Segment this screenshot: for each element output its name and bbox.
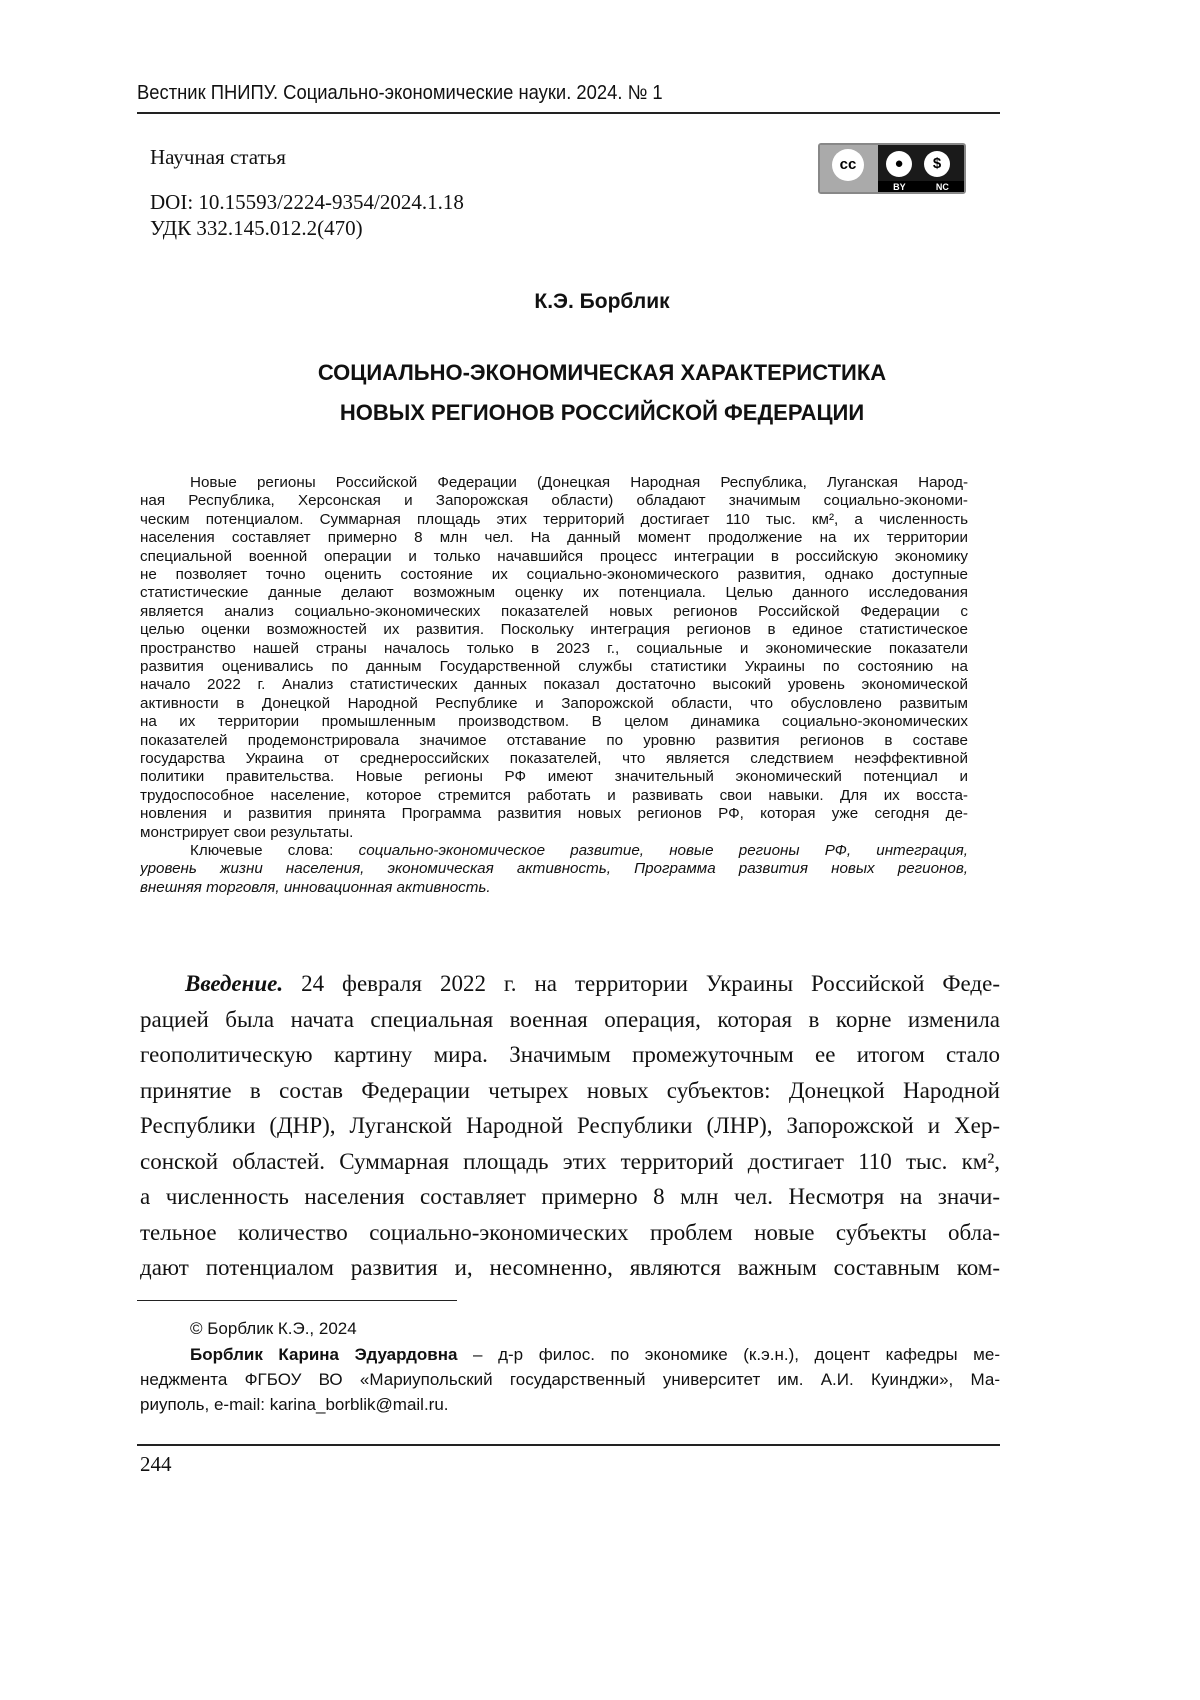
abstract-line: специальной военной операции и только начавшийся процесс интеграции в российскую экономику <box>140 547 968 565</box>
abstract-line: пространство нашей страны началось только в 2023 г., социальные и экономические показатели <box>140 639 968 657</box>
footnote-line <box>140 1342 1000 1367</box>
footnote-text: неджмента ФГБОУ ВО «Мариупольский государственный университет им. А.И. Куинджи», Ма- <box>140 1370 1000 1389</box>
body-line <box>140 1002 1000 1038</box>
abstract-line: развития оценивались по данным Государственной службы статистики Украины по состоянию на <box>140 658 968 675</box>
body-line <box>140 1144 1000 1180</box>
abstract-line: является анализ социально-экономических показателей новых регионов Российской Федерации с <box>140 602 968 620</box>
body-line-text: тельное количество социально-экономических проблем новые субъекты обла- <box>140 1219 1000 1245</box>
footnote-rule <box>137 1300 457 1301</box>
abstract-line: монстрирует свои результаты. <box>140 823 354 841</box>
running-header: Вестник ПНИПУ. Социально-экономические науки. 2024. № 1 <box>137 82 663 104</box>
body-line <box>140 966 1000 1002</box>
body-line-text: рацией была начата специальная военная операция, которая в корне изменила <box>140 1006 1000 1032</box>
abstract-line: начало 2022 г. Анализ статистических данных показал достаточно высокий уровень экономической <box>140 676 968 694</box>
author: К.Э. Борблик <box>534 290 670 313</box>
nc-label: NC <box>935 181 949 192</box>
abstract-line: активности в Донецкой Народной Республике и Запорожской области, что обусловлено развитым <box>140 694 968 712</box>
by-person-icon: ● <box>886 151 912 177</box>
body-line-text: принятие в состав Федерации четырех новых субъектов: Донецкой Народной <box>140 1077 1000 1103</box>
body-line <box>140 1250 1000 1286</box>
footer-rule <box>137 1444 1000 1446</box>
abstract-line: на их территории промышленным производством. В целом динамика социально-экономических <box>140 713 968 731</box>
abstract-line: целью оценки возможностей их развития. Поскольку интеграция регионов в единое статистическое <box>140 621 968 639</box>
header-rule <box>137 112 1000 114</box>
keywords-text: социально-экономическое развитие, новые регионы РФ, интеграция, <box>358 842 968 859</box>
footnote-text: риуполь, e-mail: karina_borblik@mail.ru. <box>140 1395 449 1414</box>
body-line-text: Республики (ДНР), Луганской Народной Республики (ЛНР), Запорожской и Хер- <box>140 1113 1000 1138</box>
body-line-text: 24 февраля 2022 г. на территории Украины Российской Феде- <box>301 971 1000 996</box>
footnote-line <box>140 1367 1000 1392</box>
abstract-line: статистические данные делают возможным оценку их потенциала. Целью данного исследования <box>140 584 968 602</box>
keywords-line <box>140 860 968 878</box>
section-lead: Введение. <box>185 971 284 996</box>
cc-by-nc-license-badge[interactable] <box>818 143 966 194</box>
body-line <box>140 1108 1000 1144</box>
abstract-line: Новые регионы Российской Федерации (Донецкая Народная Республика, Луганская Народ- <box>190 474 968 491</box>
abstract-line: новления и развития принята Программа развития новых регионов РФ, которая уже сегодня де- <box>140 805 968 823</box>
copyright: © Борблик К.Э., 2024 <box>190 1319 357 1338</box>
body-line <box>140 1179 1000 1215</box>
abstract-line: политики правительства. Новые регионы РФ имеют значительный экономический потенциал и <box>140 768 968 786</box>
abstract-line: ческим потенциалом. Суммарная площадь этих территорий достигает 110 тыс. км², а численность <box>140 510 968 528</box>
footnote-line <box>140 1392 1000 1417</box>
abstract-line: ная Республика, Херсонская и Запорожская области) обладают значимым социально-экономи- <box>140 492 968 510</box>
abstract-line: показателей продемонстрировала значимое отставание по уровню развития регионов в составе <box>140 731 968 749</box>
footnote-text: – д-р филос. по экономике (к.э.н.), доцент кафедры ме- <box>473 1345 1000 1364</box>
page-number: 244 <box>140 1452 172 1476</box>
keywords-label: Ключевые слова: <box>190 842 334 859</box>
footnote-author: Борблик Карина Эдуардовна <box>190 1345 458 1364</box>
cc-icon: cc <box>832 149 864 181</box>
body-line-text: а численность населения составляет примерно 8 млн чел. Несмотря на значи- <box>140 1184 1000 1209</box>
body-line <box>140 1037 1000 1073</box>
keywords-text: уровень жизни населения, экономическая активность, Программа развития новых регионов, <box>140 860 968 878</box>
abstract-line: населения составляет примерно 8 млн чел. На данный момент продолжение на их территории <box>140 529 968 547</box>
abstract-line: не позволяет точно оценить состояние их социально-экономического развития, однако доступные <box>140 566 968 583</box>
body-line-text: геополитическую картину мира. Значимым промежуточным ее итогом стало <box>140 1042 1000 1067</box>
body-line <box>140 1073 1000 1109</box>
doi: DOI: 10.15593/2224-9354/2024.1.18 <box>150 190 464 214</box>
title-line: НОВЫХ РЕГИОНОВ РОССИЙСКОЙ ФЕДЕРАЦИИ <box>339 400 865 425</box>
body-line <box>140 1215 1000 1251</box>
udc: УДК 332.145.012.2(470) <box>150 216 363 240</box>
by-label: BY <box>893 181 906 192</box>
body-line-text: сонской областей. Суммарная площадь этих территорий достигает 110 тыс. км², <box>140 1148 1000 1174</box>
title-line: СОЦИАЛЬНО-ЭКОНОМИЧЕСКАЯ ХАРАКТЕРИСТИКА <box>317 360 887 385</box>
abstract-line: государства Украина от среднероссийских показателей, что является следствием неэффективной <box>140 750 968 767</box>
keywords-text: внешняя торговля, инновационная активность. <box>140 878 491 896</box>
keywords-line <box>140 842 968 860</box>
article-type: Научная статья <box>150 145 286 169</box>
body-line-text: дают потенциалом развития и, несомненно, являются важным составным ком- <box>140 1255 1000 1280</box>
abstract-line: трудоспособное население, которое стремится работать и развивать свои навыки. Для их восста- <box>140 786 968 804</box>
nc-dollar-icon: $ <box>924 151 950 177</box>
keywords-line <box>140 879 968 897</box>
